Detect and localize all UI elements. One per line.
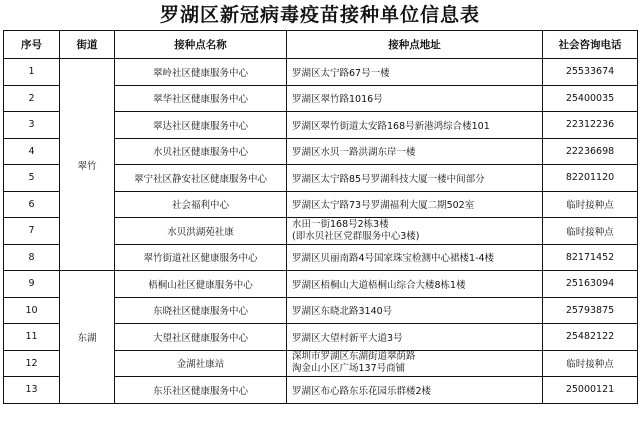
consult-phone: 22236698 (543, 138, 638, 165)
street-cell-donghu: 东湖 (60, 271, 115, 404)
row-no: 12 (4, 350, 60, 377)
row-no: 2 (4, 85, 60, 112)
vaccination-sites-table (3, 30, 638, 404)
site-name: 翠达社区健康服务中心 (115, 112, 287, 139)
site-name: 翠竹街道社区健康服务中心 (115, 244, 287, 271)
site-address: 罗湖区太宁路85号罗湖科技大厦一楼中间部分 (287, 165, 543, 192)
header-site: 接种点名称 (115, 31, 287, 59)
site-name: 翠宁社区静安社区健康服务中心 (115, 165, 287, 192)
row-no: 6 (4, 191, 60, 218)
site-name: 东乐社区健康服务中心 (115, 377, 287, 404)
consult-phone: 25000121 (543, 377, 638, 404)
row-no: 8 (4, 244, 60, 271)
row-no: 3 (4, 112, 60, 139)
header-address: 接种点地址 (287, 31, 543, 59)
site-address: 罗湖区翠竹路1016号 (287, 85, 543, 112)
consult-phone: 25163094 (543, 271, 638, 298)
site-address: 罗湖区贝丽南路4号国家珠宝检测中心裙楼1-4楼 (287, 244, 543, 271)
address-line-1: 深圳市罗湖区东湖街道翠荫路 (292, 351, 416, 363)
consult-phone: 25793875 (543, 297, 638, 324)
row-no: 1 (4, 59, 60, 86)
header-phone: 社会咨询电话 (543, 31, 638, 59)
site-address: 罗湖区水贝一路洪湖东岸一楼 (287, 138, 543, 165)
table-title: 罗湖区新冠病毒疫苗接种单位信息表 (159, 4, 480, 26)
site-address: 罗湖区布心路东乐花园乐群楼2楼 (287, 377, 543, 404)
consult-phone: 25482122 (543, 324, 638, 351)
table-header-row (4, 31, 638, 59)
row-no: 13 (4, 377, 60, 404)
table-row (4, 59, 638, 86)
header-street: 街道 (60, 31, 115, 59)
site-address: 罗湖区东晓北路3140号 (287, 297, 543, 324)
site-address: 罗湖区太宁路67号一楼 (287, 59, 543, 86)
consult-phone: 临时接种点 (543, 350, 638, 377)
row-no: 4 (4, 138, 60, 165)
table-row (4, 271, 638, 298)
consult-phone: 82201120 (543, 165, 638, 192)
consult-phone: 22312236 (543, 112, 638, 139)
site-name: 翠华社区健康服务中心 (115, 85, 287, 112)
site-name: 水贝社区健康服务中心 (115, 138, 287, 165)
site-address (287, 218, 543, 245)
street-cell-cuizhu: 翠竹 (60, 59, 115, 271)
address-line-2: (即水贝社区党群服务中心3楼) (292, 230, 420, 242)
header-no: 序号 (4, 31, 60, 59)
consult-phone: 25533674 (543, 59, 638, 86)
site-name: 水贝洪湖苑社康 (115, 218, 287, 245)
consult-phone: 临时接种点 (543, 191, 638, 218)
address-line-2: 淘金山小区广场137号商铺 (292, 363, 406, 375)
consult-phone: 25400035 (543, 85, 638, 112)
site-name: 金湖社康站 (115, 350, 287, 377)
address-line-1: 水田一街168号2栋3楼 (292, 218, 389, 230)
site-name: 梧桐山社区健康服务中心 (115, 271, 287, 298)
row-no: 5 (4, 165, 60, 192)
site-address: 罗湖区翠竹街道太安路168号新港鸿综合楼101 (287, 112, 543, 139)
consult-phone: 临时接种点 (543, 218, 638, 245)
site-name: 东晓社区健康服务中心 (115, 297, 287, 324)
site-name: 翠岭社区健康服务中心 (115, 59, 287, 86)
row-no: 9 (4, 271, 60, 298)
site-address (287, 350, 543, 377)
site-name: 大望社区健康服务中心 (115, 324, 287, 351)
site-name: 社会福利中心 (115, 191, 287, 218)
row-no: 11 (4, 324, 60, 351)
site-address: 罗湖区梧桐山大道梧桐山综合大楼8栋1楼 (287, 271, 543, 298)
consult-phone: 82171452 (543, 244, 638, 271)
row-no: 10 (4, 297, 60, 324)
row-no: 7 (4, 218, 60, 245)
site-address: 罗湖区太宁路73号罗湖福利大厦二期502室 (287, 191, 543, 218)
site-address: 罗湖区大望村新平大道3号 (287, 324, 543, 351)
